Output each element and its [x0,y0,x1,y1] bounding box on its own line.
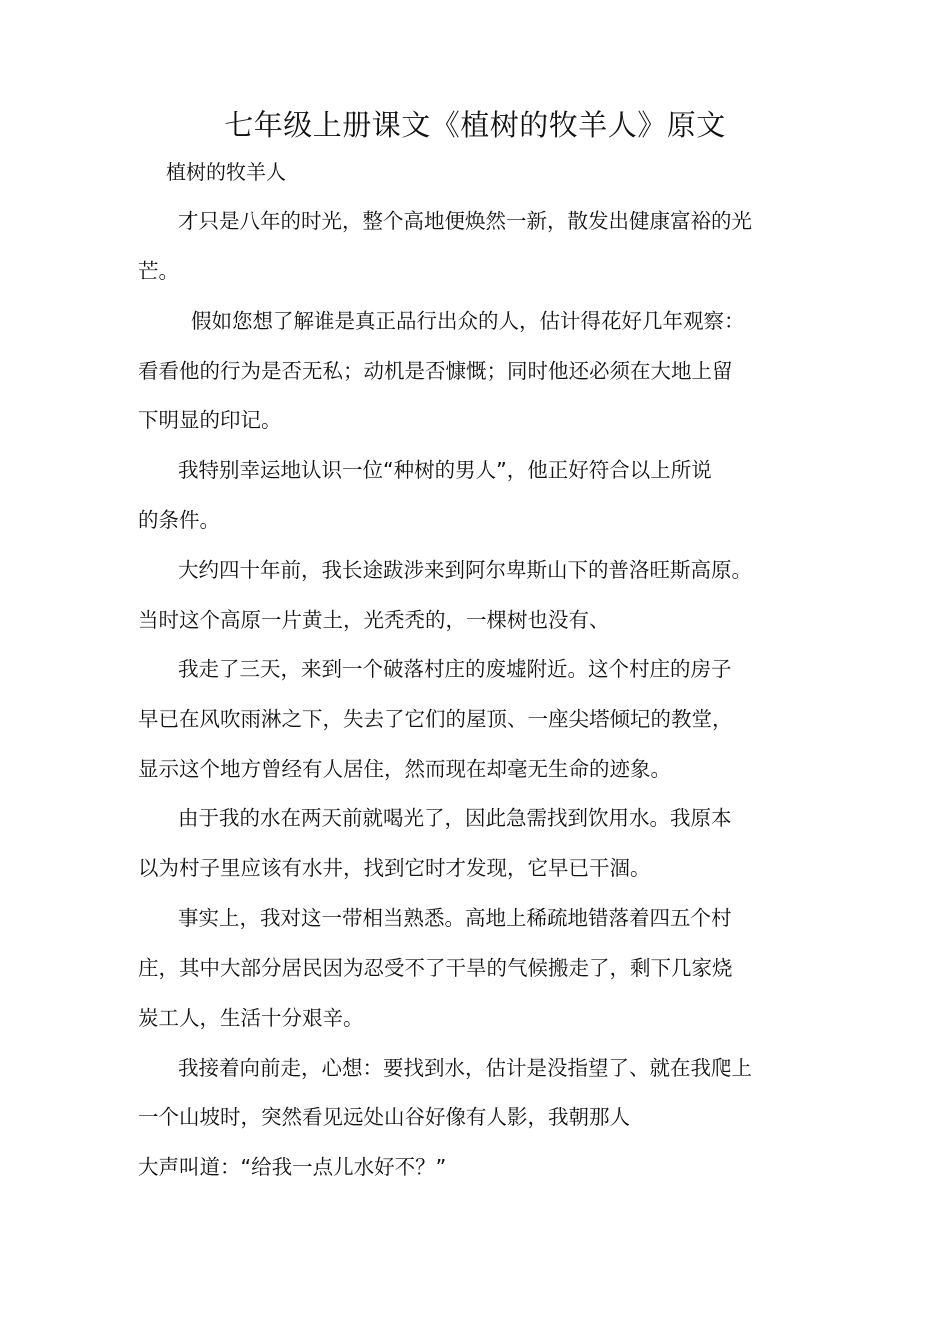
document-subtitle: 植树的牧羊人 [166,160,286,184]
text-line: 事实上，我对这一带相当熟悉。高地上稀疏地错落着四五个村 [178,906,732,930]
text-line: 显示这个地方曾经有人居住，然而现在却毫无生命的迹象。 [138,757,671,781]
text-line: 芒。 [138,259,179,283]
text-line: 庄，其中大部分居民因为忍受不了干旱的气候搬走了，剩下几家烧 [138,956,733,980]
text-line: 一个山坡时，突然看见远处山谷好像有人影，我朝那人 [138,1105,630,1129]
text-line: 大约四十年前，我长途跋涉来到阿尔卑斯山下的普洛旺斯高原。 [178,558,752,582]
text-line: 由于我的水在两天前就喝光了，因此急需找到饮用水。我原本 [178,806,732,830]
text-line: 的条件。 [138,508,220,532]
text-line: 假如您想了解谁是真正品行出众的人，估计得花好几年观察： [191,309,745,333]
text-line: 当时这个高原一片黄土，光秃秃的，一棵树也没有、 [138,608,610,632]
text-line: 大声叫道：“给我一点儿水好不？” [138,1155,447,1179]
document-title: 七年级上册课文《植树的牧羊人》原文 [224,108,726,142]
text-line: 才只是八年的时光，整个高地便焕然一新，散发出健康富裕的光 [178,209,752,233]
text-line: 看看他的行为是否无私；动机是否慷慨；同时他还必须在大地上留 [138,359,733,383]
text-line: 我特别幸运地认识一位“种树的男人”，他正好符合以上所说 [178,458,712,482]
text-line: 以为村子里应该有水井，找到它时才发现，它早已干涸。 [138,856,651,880]
text-line: 我接着向前走，心想：要找到水，估计是没指望了、就在我爬上 [178,1056,752,1080]
text-line: 早已在风吹雨淋之下，失去了它们的屋顶、一座尖塔倾圮的教堂， [138,707,733,731]
text-line: 炭工人，生活十分艰辛。 [138,1006,364,1030]
text-line: 下明显的印记。 [138,408,282,432]
text-line: 我走了三天，来到一个破落村庄的废墟附近。这个村庄的房子 [178,657,732,681]
